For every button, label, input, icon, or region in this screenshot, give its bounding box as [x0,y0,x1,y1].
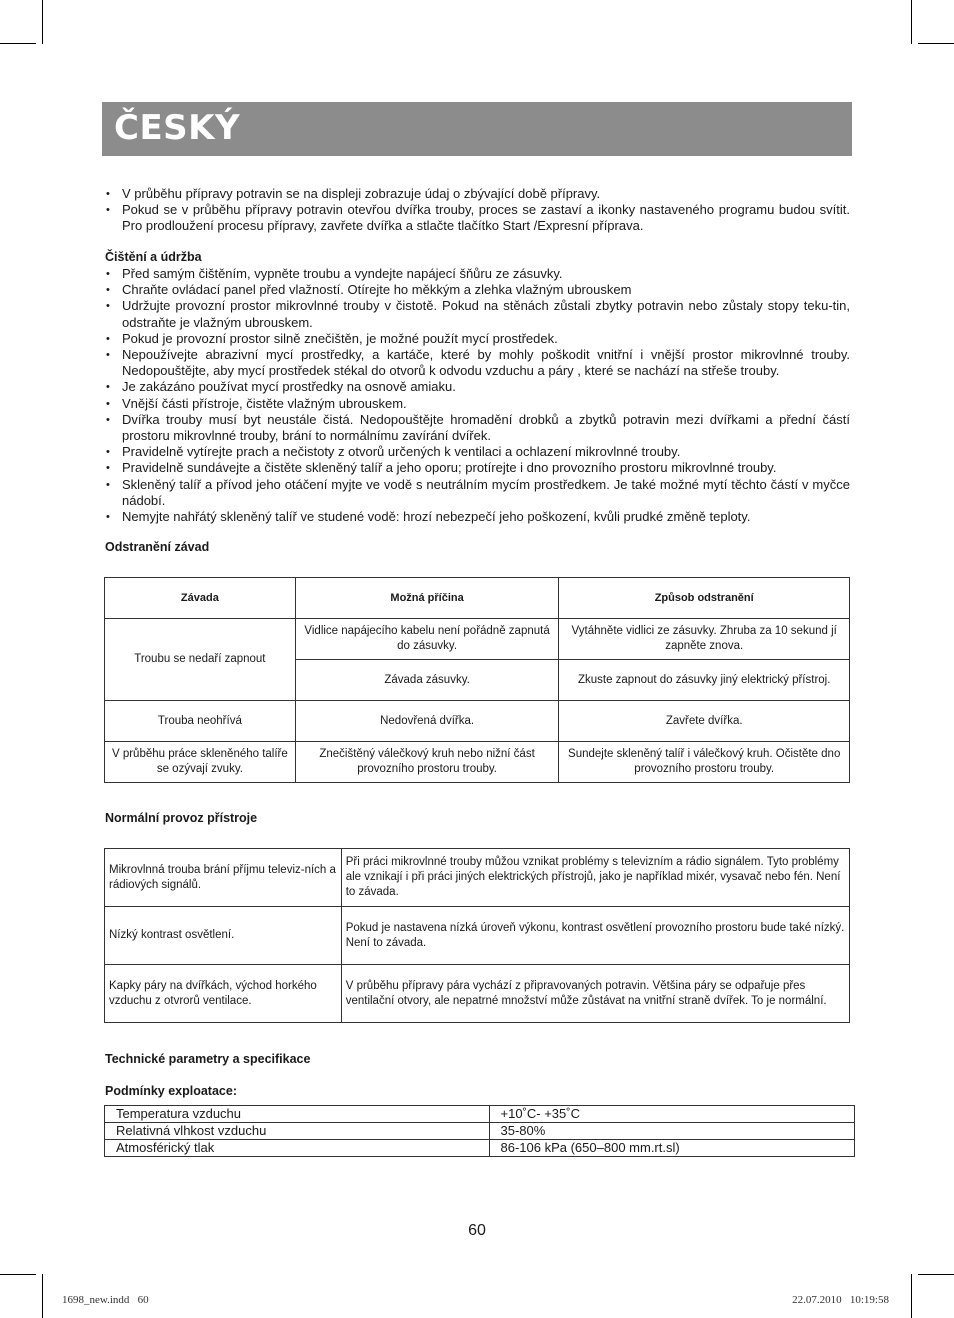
list-item: • Skleněný talíř a přívod jeho otáčení myjte ve vodě s neutrálním mycím prostředkem. Je také možné mytí těchto částí v myčce nádobí. [105,477,850,509]
table-header-row [105,578,850,619]
cause-cell: Znečištěný válečkový kruh nebo nižní část provozního prostoru trouby. [295,742,559,783]
list-item: • Je zakázáno používat mycí prostředky na osnově amiaku. [105,379,850,395]
file-slug: 1698_new.indd 60 [62,1294,149,1306]
table-row [105,907,850,965]
table-row [105,1123,855,1140]
language-title: ČESKÝ [114,108,241,148]
crop-mark [42,1274,43,1318]
crop-mark [911,1274,912,1318]
explanation-cell: Při práci mikrovlnné trouby můžou vznikat problémy s televizním a rádio signálem. Tyto problémy ale vznikají i při práci jiných elektrických přístrojů, jako je například mixér, vysavač nebo fén. Není to závada. [341,849,849,907]
cleaning-heading: Čištění a údržba [105,250,202,264]
column-header: Způsob odstranění [559,578,850,619]
fix-cell: Sundejte skleněný talíř i válečkový kruh. Očistěte dno provozního prostoru trouby. [559,742,850,783]
spec-label: Temperatura vzduchu [105,1106,490,1123]
table-row [105,1140,855,1157]
list-item: • Pravidelně vytírejte prach a nečistoty z otvorů určených k ventilaci a ochlazení mikrovlnné trouby. [105,444,850,460]
list-item: • Pokud se v průběhu přípravy potravin otevřou dvířka trouby, proces se zastaví a ikonky nastaveného programu budou svítit. Pro prodloužení procesu přípravy, zavřete dvířka a stlačte tlačítko Start /Expresní příprava. [105,202,850,234]
situation-cell: Nízký kontrast osvětlení. [105,907,342,965]
crop-mark [918,1274,954,1275]
explanation-cell: V průběhu přípravy pára vychází z připravovaných potravin. Většina páry se odpařuje přes ventilační otvory, ale nepatrné množství může zůstávat na vnitřní straně dvířek. To je normální. [341,965,849,1023]
fault-cell: Trouba neohřívá [105,701,296,742]
fix-cell: Zkuste zapnout do zásuvky jiný elektrický přístroj. [559,660,850,701]
cause-cell: Vidlice napájecího kabelu není pořádně zapnutá do zásuvky. [295,619,559,660]
spec-label: Atmosférický tlak [105,1140,490,1157]
table-row [105,742,850,783]
normal-operation-heading: Normální provoz přístroje [105,811,258,825]
specs-heading: Technické parametry a specifikace [105,1052,311,1066]
list-item: • Dvířka trouby musí byt neustále čistá. Nedopouštějte hromadění drobků a zbytků potravin mezi dvířkami a přední částí prostoru mikrovlnné trouby, brání to normálnímu zavírání dvířek. [105,412,850,444]
crop-mark [911,0,912,44]
crop-mark [0,1274,36,1275]
specs-table [104,1105,855,1157]
troubleshooting-table [104,577,850,783]
list-item: • Nemyjte nahřátý skleněný talíř ve studené vodě: hrozí nebezpečí jeho poškození, kvůli prudké změně teploty. [105,509,850,525]
table-row [105,619,850,660]
spec-value: 86-106 kPa (650–800 mm.rt.sl) [489,1140,855,1157]
cause-cell: Závada zásuvky. [295,660,559,701]
spec-value: 35-80% [489,1123,855,1140]
fault-cell: Troubu se nedaří zapnout [105,619,296,701]
list-item: • Nepoužívejte abrazivní mycí prostředky, a kartáče, které by mohly poškodit vnitřní i vnější prostor mikrovlnné trouby. Nedopouštějte, aby mycí prostředek stékal do otvorů k odvodu vzduchu a páry , které se nachází na střeše trouby. [105,347,850,379]
crop-mark [42,0,43,44]
list-item: • Pravidelně sundávejte a čistěte skleněný talíř a jeho oporu; protírejte i dno provozního prostoru mikrovlnné trouby. [105,460,850,476]
list-item: • Před samým čištěním, vypněte troubu a vyndejte napájecí šňůru ze zásuvky. [105,266,850,282]
spec-label: Relativná vlhkost vzduchu [105,1123,490,1140]
list-item: • Chraňte ovládací panel před vlažností. Otírejte ho měkkým a zlehka vlažným ubrouskem [105,282,850,298]
crop-mark [918,43,954,44]
table-row [105,965,850,1023]
spec-value: +10˚C- +35˚C [489,1106,855,1123]
cleaning-bullet-list [105,266,850,525]
specs-subheading: Podmínky exploatace: [105,1084,237,1098]
cause-cell: Nedovřená dvířka. [295,701,559,742]
fault-cell: V průběhu práce skleněného talíře se ozývají zvuky. [105,742,296,783]
fix-cell: Vytáhněte vidlici ze zásuvky. Zhruba za 10 sekund jí zapněte znova. [559,619,850,660]
list-item: • Pokud je provozní prostor silně znečištěn, je možné použít mycí prostředek. [105,331,850,347]
intro-bullet-list [105,186,850,235]
table-row [105,849,850,907]
troubleshooting-heading: Odstranění závad [105,540,210,554]
page-number: 60 [468,1222,486,1239]
fix-cell: Zavřete dvířka. [559,701,850,742]
situation-cell: Kapky páry na dvířkách, východ horkého vzduchu z otvrorů ventilace. [105,965,342,1023]
situation-cell: Mikrovlnná trouba brání příjmu televiz-ních a rádiových signálů. [105,849,342,907]
table-row [105,701,850,742]
column-header: Závada [105,578,296,619]
list-item: • Vnější části přístroje, čistěte vlažným ubrouskem. [105,396,850,412]
list-item: • Udržujte provozní prostor mikrovlnné trouby v čistotě. Pokud na stěnách zůstali zbytky potravin nebo zůstaly stopy teku-tin, odstraňte je vlažným ubrouskem. [105,298,850,330]
list-item: • V průběhu přípravy potravin se na displeji zobrazuje údaj o zbývající době přípravy. [105,186,850,202]
language-header-bar [102,102,852,156]
normal-operation-table [104,848,850,1023]
explanation-cell: Pokud je nastavena nízká úroveň výkonu, kontrast osvětlení provozního prostoru bude také nízký. Není to závada. [341,907,849,965]
column-header: Možná příčina [295,578,559,619]
timestamp-slug: 22.07.2010 10:19:58 [792,1294,889,1306]
crop-mark [0,43,36,44]
table-row [105,1106,855,1123]
